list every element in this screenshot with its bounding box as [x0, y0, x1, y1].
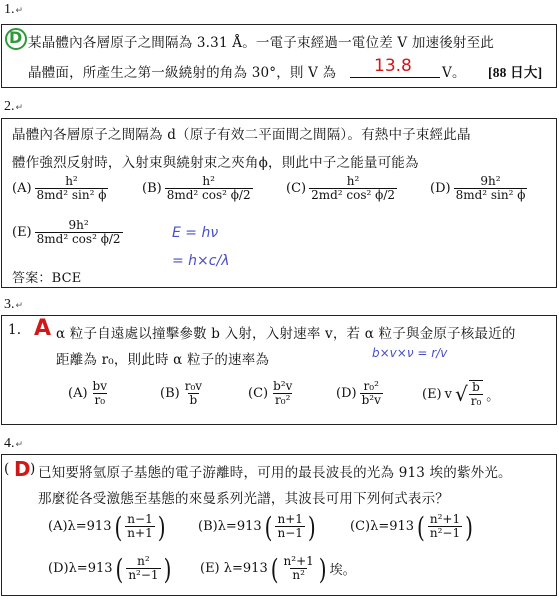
question-3-inner-number: 1. — [8, 322, 22, 338]
option-4c: (C)λ=913 ( $\frac{\text{n²+1}}{\text{n²−1}}$ ) — [350, 509, 473, 544]
option-2d: (D) $\frac{\text{9h²}}{\text{8md² sin² ϕ}}$ — [430, 174, 526, 203]
question-4-paren-open: ( — [4, 461, 10, 477]
option-4e: (E) λ=913 ( $\frac{\text{n²+1}}{\text{n²}}$ ) 埃。 — [200, 551, 356, 586]
option-3a: (A) $\frac{bv}{\text{r₀}}$ — [68, 379, 108, 408]
question-3-stem-line2: 距離為 r₀，則此時 α 粒子的速率為 — [56, 352, 270, 368]
question-1-stem: 某晶體內各層原子之間隔為 3.31 Å。一電子束經過一電位差 V 加速後射至此 — [28, 35, 495, 51]
handwritten-note-2: = h×c/λ — [172, 253, 230, 269]
option-3b: (B) $\frac{\text{r₀v}}{b}$ — [160, 379, 203, 408]
question-4-number: 4.↵ — [4, 436, 24, 451]
option-3c: (C) $\frac{\text{b²v}}{\text{r₀²}}$ — [248, 379, 293, 408]
option-4d: (D)λ=913 ( $\frac{\text{n²}}{\text{n²−1}}$ ) — [48, 551, 172, 586]
option-4b: (B)λ=913 ( $\frac{n+1}{n-1}$ ) — [198, 509, 316, 544]
question-1-box — [1, 24, 557, 88]
question-2-stem: 晶體內各層原子之間隔為 d（原子有效二平面間之間隔）。有熱中子束經此晶 — [12, 127, 471, 143]
question-2-answer: 答案：BCE — [12, 271, 82, 286]
handwritten-note-1: E = hν — [172, 225, 219, 241]
question-1-number: 1.↵ — [4, 2, 24, 17]
option-2b: (B) $\frac{\text{h²}}{\text{8md² cos² ϕ/2}}$ — [142, 174, 251, 203]
question-1-handwritten-answer: 13.8 — [374, 56, 412, 76]
option-2a: (A) $\frac{\text{h²}}{\text{8md² sin² ϕ}}$ — [12, 174, 107, 203]
option-2e: (E) $\frac{\text{9h²}}{\text{8md² cos² ϕ/2}}$ — [12, 218, 121, 247]
question-4-stem: 已知要將氫原子基態的電子游離時，可用的最長波長的光為 913 埃的紫外光。 — [38, 465, 512, 481]
question-4-stem-line2: 那麼從各受激態至基態的來曼系列光譜，其波長可用下列何式表示？ — [38, 491, 449, 507]
question-2-number: 2.↵ — [4, 99, 24, 114]
question-4-paren-close: ) — [30, 461, 36, 477]
question-1-source: [88 日大] — [488, 65, 543, 80]
question-3-stem: α 粒子自遠處以撞擊參數 b 入射，入射速率 v，若 α 粒子與金原子核最近的 — [56, 326, 516, 342]
question-1-stem-line2: 晶體面，所產生之第一級繞射的角為 30°，則 V 為 — [28, 65, 337, 81]
question-4-box — [1, 454, 557, 596]
question-3-marker: A — [34, 316, 52, 341]
option-2c: (C) $\frac{\text{h²}}{\text{2md² cos² ϕ/2}}$ — [286, 174, 395, 203]
handwritten-note: b×v×ν = r/v — [372, 346, 448, 360]
option-3d: (D) $\frac{\text{r₀²}}{\text{b²v}}$ — [336, 379, 381, 408]
question-4-marker: D — [14, 457, 31, 481]
question-2-box — [1, 118, 557, 288]
question-1-unit: V。 — [442, 65, 466, 81]
option-4a: (A)λ=913 ( $\frac{n-1}{n+1}$ ) — [48, 509, 166, 544]
question-3-number: 3.↵ — [4, 297, 24, 312]
question-1-marker: D — [9, 28, 23, 47]
answer-blank-line — [350, 77, 440, 78]
question-2-stem-line2: 體作強烈反射時，入射束與繞射束之夾角ϕ，則此中子之能量可能為 — [12, 155, 419, 171]
question-3-box — [1, 315, 557, 425]
option-3e: (E) v √ $\frac{b}{\text{r₀}}$ 。 — [422, 380, 500, 409]
